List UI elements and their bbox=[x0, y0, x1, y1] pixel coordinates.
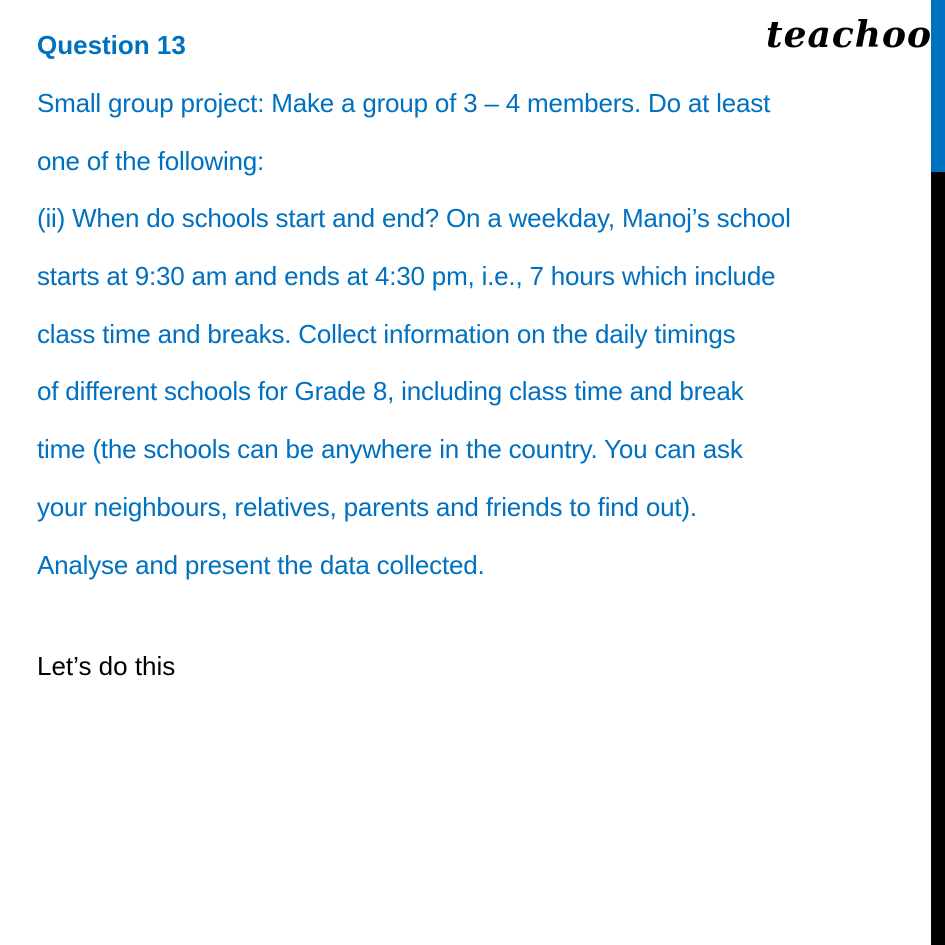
question-line: Small group project: Make a group of 3 – 4 members. Do at least bbox=[37, 88, 771, 118]
question-text bbox=[37, 86, 917, 605]
sidebar-dark-bar bbox=[931, 172, 945, 945]
teachoo-logo: teachoo bbox=[766, 14, 932, 56]
question-line: your neighbours, relatives, parents and friends to find out). bbox=[37, 491, 697, 522]
question-line: class time and breaks. Collect information on the daily timings bbox=[37, 318, 736, 349]
question-line: starts at 9:30 am and ends at 4:30 pm, i.e., 7 hours which include bbox=[37, 261, 776, 292]
question-line: (ii) When do schools start and end? On a weekday, Manoj’s school bbox=[37, 203, 791, 234]
question-line: time (the schools can be anywhere in the country. You can ask bbox=[37, 434, 743, 465]
answer-intro: Let’s do this bbox=[37, 651, 176, 681]
sidebar-accent-bar bbox=[931, 0, 945, 172]
question-line: one of the following: bbox=[37, 145, 265, 176]
question-title: Question 13 bbox=[37, 30, 186, 60]
question-line: of different schools for Grade 8, including class time and break bbox=[37, 376, 744, 407]
question-line: Analyse and present the data collected. bbox=[37, 549, 485, 580]
